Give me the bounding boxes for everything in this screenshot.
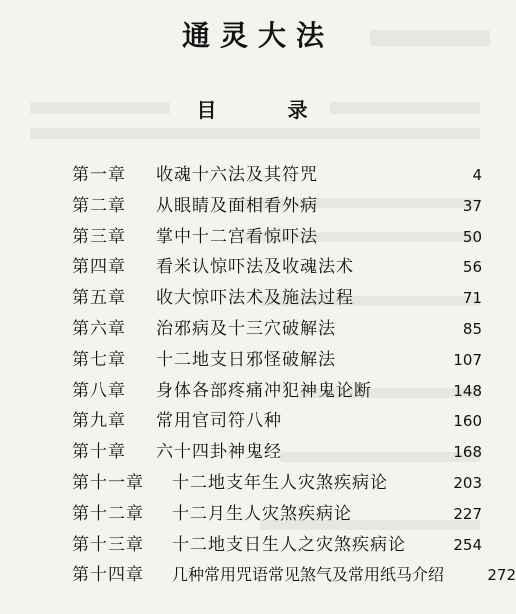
toc-entry <box>72 252 482 283</box>
chapter-title: 十二地支年生人灾煞疾病论 <box>172 472 388 493</box>
toc-entry <box>72 222 482 253</box>
chapter-number: 第七章 <box>72 349 126 370</box>
chapter-title: 掌中十二宫看惊吓法 <box>156 226 318 247</box>
chapter-title: 治邪病及十三穴破解法 <box>156 318 336 339</box>
chapter-title: 收大惊吓法术及施法过程 <box>156 288 354 309</box>
chapter-title: 从眼睛及面相看外病 <box>156 195 318 216</box>
toc-entry <box>72 376 482 407</box>
page-number: 71 <box>462 289 482 308</box>
toc-entry <box>72 437 482 468</box>
page-number: 203 <box>453 473 482 492</box>
page-number: 4 <box>472 166 482 184</box>
chapter-number: 第十章 <box>72 442 126 463</box>
page-number: 168 <box>453 443 482 462</box>
chapter-number: 第十一章 <box>72 472 144 493</box>
page-number: 56 <box>462 258 482 277</box>
chapter-title: 十二地支日生人之灾煞疾病论 <box>172 534 406 555</box>
page-number: 148 <box>453 381 482 400</box>
chapter-number: 第四章 <box>72 257 126 278</box>
chapter-title: 六十四卦神鬼经 <box>156 442 282 463</box>
page-number: 254 <box>453 535 482 554</box>
page-number: 272 <box>487 566 516 585</box>
document-title: 通灵大法 <box>181 19 334 52</box>
chapter-number: 第十四章 <box>72 565 144 586</box>
page-number: 50 <box>462 227 482 246</box>
toc-entry <box>72 406 482 437</box>
chapter-title: 几种常用咒语常见煞气及常用纸马介绍 <box>172 565 445 585</box>
chapter-title: 十二月生人灾煞疾病论 <box>172 503 352 524</box>
page-number: 107 <box>453 350 482 369</box>
chapter-number: 第五章 <box>72 288 126 309</box>
toc-entry <box>72 191 482 222</box>
page-number: 85 <box>462 319 482 338</box>
toc-entry <box>72 283 482 314</box>
toc-entry <box>72 499 482 530</box>
chapter-number: 第十二章 <box>72 503 144 524</box>
chapter-title: 收魂十六法及其符咒 <box>156 165 318 185</box>
toc-heading: 目 录 <box>196 98 340 122</box>
chapter-title: 看米认惊吓法及收魂法术 <box>156 257 354 278</box>
toc-entry <box>72 160 482 191</box>
chapter-number: 第八章 <box>72 380 126 401</box>
chapter-title: 常用官司符八种 <box>156 411 282 432</box>
chapter-number: 第十三章 <box>72 534 144 555</box>
chapter-number: 第一章 <box>72 165 126 185</box>
table-of-contents <box>72 160 516 591</box>
chapter-number: 第三章 <box>72 226 126 247</box>
toc-entry <box>72 530 482 561</box>
page-number: 37 <box>462 196 482 215</box>
chapter-number: 第九章 <box>72 411 126 432</box>
page-number: 160 <box>453 412 482 431</box>
chapter-title: 身体各部疼痛冲犯神鬼论断 <box>156 380 372 401</box>
chapter-title: 十二地支日邪怪破解法 <box>156 349 336 370</box>
toc-entry <box>72 314 482 345</box>
chapter-number: 第二章 <box>72 195 126 216</box>
toc-entry <box>72 468 482 499</box>
page-number: 227 <box>453 504 482 523</box>
toc-entry <box>72 560 516 591</box>
chapter-number: 第六章 <box>72 318 126 339</box>
toc-entry <box>72 345 482 376</box>
